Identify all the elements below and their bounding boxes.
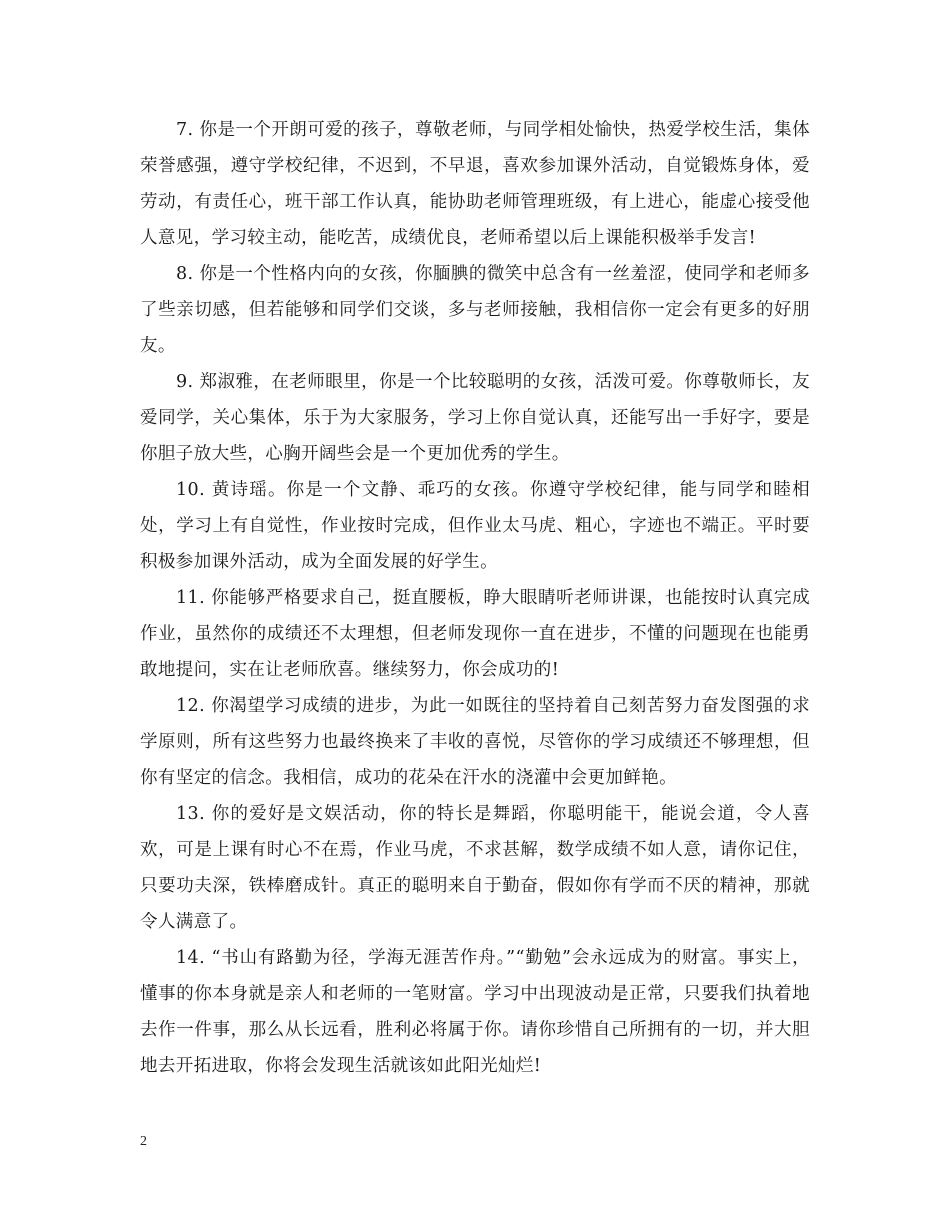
paragraph-7: 7. 你是一个开朗可爱的孩子，尊敬老师，与同学相处愉快，热爱学校生活，集体荣誉感强，遵守学校纪律，不迟到，不早退，喜欢参加课外活动，自觉锻炼身体，爱劳动，有责任心，班干部工作认真，能协助老师管理班级，有上进心，能虚心接受他人意见，学习较主动，能吃苦，成绩优良，老师希望以后上课能积极举手发言! — [140, 120, 810, 248]
paragraph-14: 14. “书山有路勤为径，学海无涯苦作舟。”“勤勉”会永远成为的财富。事实上，懂事的你本身就是亲人和老师的一笔财富。学习中出现波动是正常，只要我们执着地去作一件事，那么从长远看，胜利必将属于你。请你珍惜自己所拥有的一切，并大胆地去开拓进取，你将会发现生活就该如此阳光灿烂! — [140, 948, 810, 1076]
paragraph-12: 12. 你渴望学习成绩的进步，为此一如既往的坚持着自己刻苦努力奋发图强的求学原则，所有这些努力也最终换来了丰收的喜悦，尽管你的学习成绩还不够理想，但你有坚定的信念。我相信，成功的花朵在汗水的浇灌中会更加鲜艳。 — [140, 696, 810, 788]
paragraph-13: 13. 你的爱好是文娱活动，你的特长是舞蹈，你聪明能干，能说会道，令人喜欢，可是上课有时心不在焉，作业马虎，不求甚解，数学成绩不如人意，请你记住，只要功夫深，铁棒磨成针。真正的聪明来自于勤奋，假如你有学而不厌的精神，那就令人满意了。 — [140, 804, 810, 932]
paragraph-8: 8. 你是一个性格内向的女孩，你腼腆的微笑中总含有一丝羞涩，使同学和老师多了些亲切感，但若能够和同学们交谈，多与老师接触，我相信你一定会有更多的好朋友。 — [140, 264, 810, 356]
document-body — [140, 112, 810, 1084]
page-number: 2 — [140, 1134, 147, 1149]
paragraph-9: 9. 郑淑雅，在老师眼里，你是一个比较聪明的女孩，活泼可爱。你尊敬师长，友爱同学，关心集体，乐于为大家服务，学习上你自觉认真，还能写出一手好字，要是你胆子放大些，心胸开阔些会是一个更加优秀的学生。 — [140, 372, 810, 464]
paragraph-10: 10. 黄诗瑶。你是一个文静、乖巧的女孩。你遵守学校纪律，能与同学和睦相处，学习上有自觉性，作业按时完成，但作业太马虎、粗心，字迹也不端正。平时要积极参加课外活动，成为全面发展的好学生。 — [140, 480, 810, 572]
paragraph-11: 11. 你能够严格要求自己，挺直腰板，睁大眼睛听老师讲课，也能按时认真完成作业，虽然你的成绩还不太理想，但老师发现你一直在进步，不懂的问题现在也能勇敢地提问，实在让老师欣喜。继续努力，你会成功的! — [140, 588, 810, 680]
